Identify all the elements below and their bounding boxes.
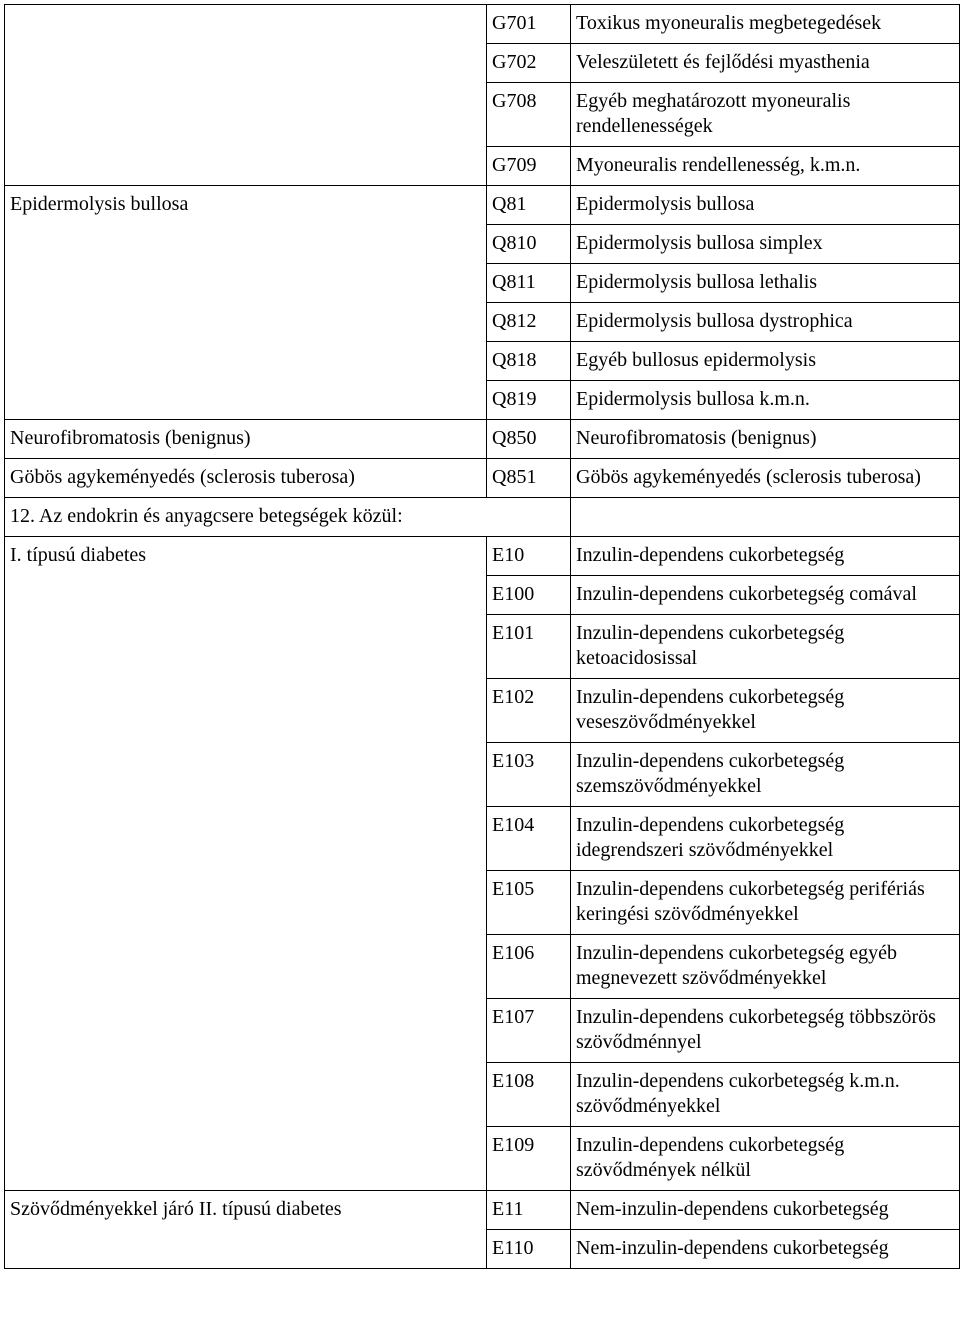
- description-cell: Inzulin-dependens cukorbetegség egyéb megnevezett szövődményekkel: [571, 935, 960, 999]
- table-row: [5, 1191, 960, 1230]
- description-cell: Inzulin-dependens cukorbetegség perifériás keringési szövődményekkel: [571, 871, 960, 935]
- disease-cell: [5, 935, 487, 999]
- code-cell: E11: [487, 1191, 571, 1230]
- disease-cell: [5, 1063, 487, 1127]
- code-cell: Q850: [487, 420, 571, 459]
- code-cell: E104: [487, 807, 571, 871]
- disease-cell: [5, 83, 487, 147]
- disease-cell: [5, 999, 487, 1063]
- disease-cell: Epidermolysis bullosa: [5, 186, 487, 225]
- disease-cell: [5, 381, 487, 420]
- disease-cell: [5, 743, 487, 807]
- disease-cell: [5, 44, 487, 83]
- description-cell: Inzulin-dependens cukorbetegség idegrendszeri szövődményekkel: [571, 807, 960, 871]
- description-cell: Inzulin-dependens cukorbetegség ketoacidosissal: [571, 615, 960, 679]
- code-cell: Q811: [487, 264, 571, 303]
- description-cell: Epidermolysis bullosa lethalis: [571, 264, 960, 303]
- code-cell: Q812: [487, 303, 571, 342]
- code-cell: E102: [487, 679, 571, 743]
- description-cell: [571, 498, 960, 537]
- disease-cell: [5, 5, 487, 44]
- disease-cell: [5, 871, 487, 935]
- code-cell: Q818: [487, 342, 571, 381]
- code-cell: G708: [487, 83, 571, 147]
- table-row: [5, 1127, 960, 1191]
- table-row: [5, 871, 960, 935]
- description-cell: Inzulin-dependens cukorbetegség többszörös szövődménnyel: [571, 999, 960, 1063]
- description-cell: Inzulin-dependens cukorbetegség szemszövődményekkel: [571, 743, 960, 807]
- disease-cell: [5, 576, 487, 615]
- table-row: [5, 147, 960, 186]
- disease-cell: Göbös agykeményedés (sclerosis tuberosa): [5, 459, 487, 498]
- table-row: [5, 935, 960, 999]
- section-heading: 12. Az endokrin és anyagcsere betegségek közül:: [5, 498, 571, 537]
- code-cell: E109: [487, 1127, 571, 1191]
- description-cell: Egyéb meghatározott myoneuralis rendellenességek: [571, 83, 960, 147]
- table-row: [5, 1063, 960, 1127]
- table-row: [5, 264, 960, 303]
- disease-cell: [5, 303, 487, 342]
- description-cell: Veleszületett és fejlődési myasthenia: [571, 44, 960, 83]
- code-cell: E101: [487, 615, 571, 679]
- disease-cell: [5, 1230, 487, 1269]
- disease-cell: [5, 225, 487, 264]
- table-row: [5, 303, 960, 342]
- code-cell: E108: [487, 1063, 571, 1127]
- description-cell: Inzulin-dependens cukorbetegség veseszövődményekkel: [571, 679, 960, 743]
- table-row: [5, 44, 960, 83]
- description-cell: Göbös agykeményedés (sclerosis tuberosa): [571, 459, 960, 498]
- code-cell: G709: [487, 147, 571, 186]
- table-row: [5, 381, 960, 420]
- code-cell: E103: [487, 743, 571, 807]
- description-cell: Nem-inzulin-dependens cukorbetegség: [571, 1230, 960, 1269]
- code-cell: E107: [487, 999, 571, 1063]
- code-cell: G701: [487, 5, 571, 44]
- code-cell: Q810: [487, 225, 571, 264]
- disease-cell: Neurofibromatosis (benignus): [5, 420, 487, 459]
- table-row: [5, 679, 960, 743]
- code-cell: E10: [487, 537, 571, 576]
- disease-cell: [5, 264, 487, 303]
- code-cell: Q851: [487, 459, 571, 498]
- description-cell: Nem-inzulin-dependens cukorbetegség: [571, 1191, 960, 1230]
- disease-cell: Szövődményekkel járó II. típusú diabetes: [5, 1191, 487, 1230]
- description-cell: Inzulin-dependens cukorbetegség comával: [571, 576, 960, 615]
- description-cell: Epidermolysis bullosa: [571, 186, 960, 225]
- table-row: [5, 743, 960, 807]
- description-cell: Toxikus myoneuralis megbetegedések: [571, 5, 960, 44]
- code-cell: E106: [487, 935, 571, 999]
- description-cell: Neurofibromatosis (benignus): [571, 420, 960, 459]
- table-row: [5, 999, 960, 1063]
- table-row: [5, 615, 960, 679]
- table-row: [5, 1230, 960, 1269]
- disease-cell: [5, 1127, 487, 1191]
- description-cell: Inzulin-dependens cukorbetegség k.m.n. szövődményekkel: [571, 1063, 960, 1127]
- code-cell: E110: [487, 1230, 571, 1269]
- section-heading-row: [5, 498, 960, 537]
- description-cell: Egyéb bullosus epidermolysis: [571, 342, 960, 381]
- table-row: [5, 459, 960, 498]
- table-row: [5, 83, 960, 147]
- disease-cell: [5, 807, 487, 871]
- disease-cell: [5, 615, 487, 679]
- code-cell: E105: [487, 871, 571, 935]
- table-row: [5, 420, 960, 459]
- disease-cell: [5, 342, 487, 381]
- disease-cell: [5, 679, 487, 743]
- table-row: [5, 807, 960, 871]
- code-cell: E100: [487, 576, 571, 615]
- description-cell: Epidermolysis bullosa simplex: [571, 225, 960, 264]
- table-row: [5, 186, 960, 225]
- code-cell: Q81: [487, 186, 571, 225]
- table-row: [5, 342, 960, 381]
- description-cell: Myoneuralis rendellenesség, k.m.n.: [571, 147, 960, 186]
- description-cell: Epidermolysis bullosa k.m.n.: [571, 381, 960, 420]
- description-cell: Epidermolysis bullosa dystrophica: [571, 303, 960, 342]
- description-cell: Inzulin-dependens cukorbetegség: [571, 537, 960, 576]
- disease-cell: [5, 147, 487, 186]
- table-row: [5, 576, 960, 615]
- code-cell: G702: [487, 44, 571, 83]
- code-cell: Q819: [487, 381, 571, 420]
- disease-code-table: [4, 4, 960, 1269]
- table-row: [5, 225, 960, 264]
- table-row: [5, 5, 960, 44]
- disease-cell: I. típusú diabetes: [5, 537, 487, 576]
- description-cell: Inzulin-dependens cukorbetegség szövődmények nélkül: [571, 1127, 960, 1191]
- table-row: [5, 537, 960, 576]
